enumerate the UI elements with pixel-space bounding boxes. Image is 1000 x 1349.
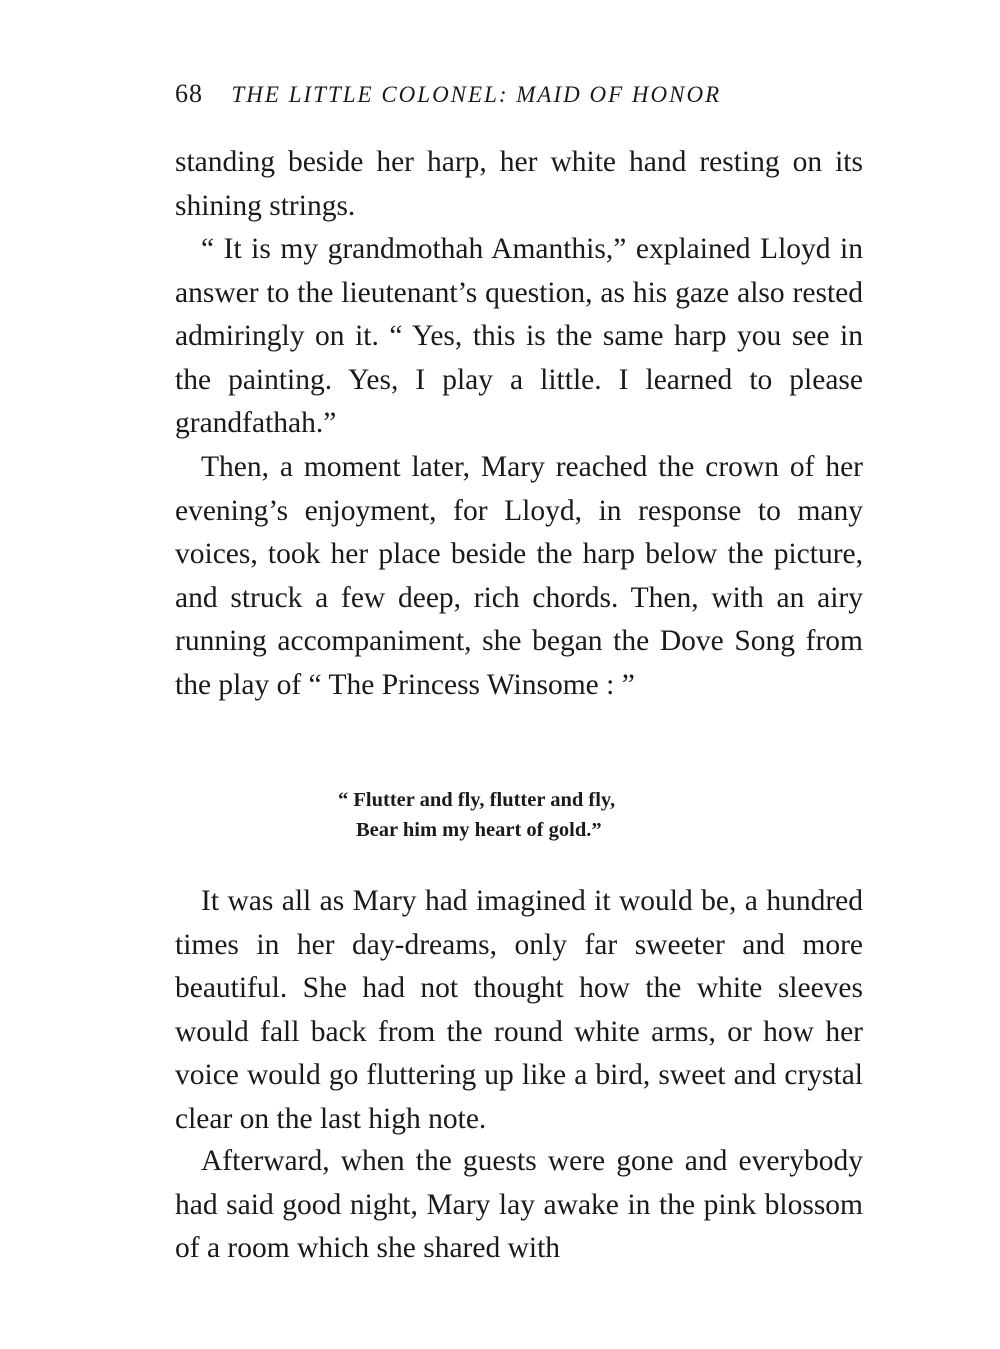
running-header — [175, 76, 875, 113]
paragraph: standing beside her harp, her white hand resting on its shining strings. — [175, 146, 863, 222]
paragraph: Then, a moment later, Mary reached the crown of her evening’s enjoyment, for Lloyd, in response to many voices, took her place beside the harp below the picture, and struck a few deep, rich chords. Then, with an airy running accompaniment, she began the Dove Song from the play of “ The Princess Winsome : ” — [175, 451, 863, 701]
paragraph: It was all as Mary had imagined it would be, a hundred times in her day-dreams, only far sweeter and more beautiful. She had not thought how the white sleeves would fall back from the round white arms, or how her voice would go fluttering up like a bird, sweet and crystal clear on the last high note. — [175, 885, 863, 1135]
verse-line: Bear him my heart of gold.” — [356, 819, 602, 841]
paragraph: Afterward, when the guests were gone and everybody had said good night, Mary lay awake in the pink blossom of a room which she shared with — [175, 1145, 863, 1264]
paragraph: “ It is my grandmothah Amanthis,” explained Lloyd in answer to the lieutenant’s question, as his gaze also rested admiringly on it. “ Yes, this is the same harp you see in the painting. Yes, I play a little. I learned to please grandfathah.” — [175, 233, 863, 439]
verse-line: “ Flutter and fly, flutter and fly, — [338, 789, 616, 811]
verse-quote — [338, 785, 738, 845]
book-title: THE LITTLE COLONEL: MAID OF HONOR — [231, 82, 722, 107]
page-number: 68 — [175, 79, 203, 108]
